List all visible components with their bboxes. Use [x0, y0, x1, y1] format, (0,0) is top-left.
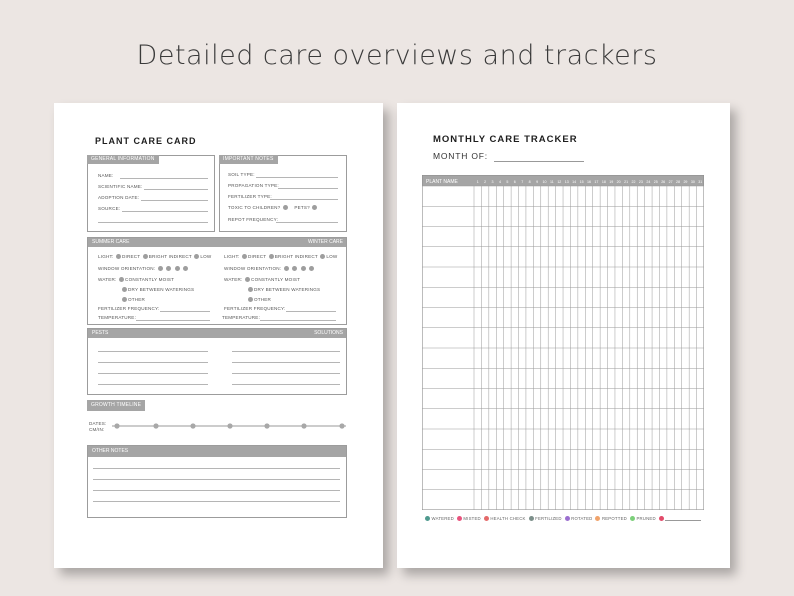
- important-notes-tab: IMPORTANT NOTES: [219, 155, 278, 164]
- season-care-header: [88, 238, 346, 247]
- day-header-21: 21: [624, 179, 629, 184]
- day-header-6: 6: [513, 179, 516, 184]
- pests-box: [87, 328, 347, 395]
- day-header-28: 28: [676, 179, 681, 184]
- page-headline: Detailed care overviews and trackers: [136, 40, 658, 71]
- summer-care-label: SUMMER CARE: [92, 239, 130, 245]
- month-of-line[interactable]: [494, 161, 584, 162]
- summer-window-w-radio[interactable]: [183, 266, 188, 271]
- legend-swatch-icon: [630, 516, 635, 521]
- day-header-20: 20: [616, 179, 621, 184]
- day-header-25: 25: [653, 179, 658, 184]
- day-header-14: 14: [572, 179, 577, 184]
- solutions-label: SOLUTIONS: [314, 330, 343, 336]
- day-header-8: 8: [528, 179, 531, 184]
- winter-water-dry-radio[interactable]: [248, 287, 253, 292]
- summer-window-s-radio[interactable]: [175, 266, 180, 271]
- summer-temperature-label: TEMPERATURE:: [98, 315, 137, 320]
- day-header-11: 11: [550, 179, 554, 184]
- field-propagation-type-label: PROPAGATION TYPE:: [228, 183, 279, 188]
- winter-water-dry-row: DRY BETWEEN WATERINGS: [247, 287, 320, 292]
- day-header-13: 13: [564, 179, 569, 184]
- summer-light-low-radio[interactable]: [194, 254, 199, 259]
- summer-light-row: LIGHT: DIRECT BRIGHT INDIRECT LOW: [98, 254, 212, 259]
- field-soil-type-line[interactable]: [256, 177, 338, 178]
- day-header-22: 22: [631, 179, 636, 184]
- field-repot-frequency-line[interactable]: [276, 222, 338, 223]
- day-header-24: 24: [646, 179, 651, 184]
- important-notes-box: [219, 155, 347, 232]
- legend-custom-line[interactable]: [665, 520, 701, 521]
- winter-light-direct-radio[interactable]: [242, 254, 247, 259]
- field-fertilizer-type-label: FERTILIZER TYPE:: [228, 194, 272, 199]
- winter-water-other-radio[interactable]: [248, 297, 253, 302]
- legend-swatch-icon: [659, 516, 664, 521]
- summer-fertilizer-line[interactable]: [160, 311, 210, 312]
- other-notes-header: [88, 446, 346, 457]
- winter-light-bright-radio[interactable]: [269, 254, 274, 259]
- tracker-legend: [425, 516, 704, 521]
- general-information-tab: GENERAL INFORMATION: [87, 155, 159, 164]
- legend-item: [630, 516, 656, 521]
- field-name-line[interactable]: [120, 178, 208, 179]
- field-scientific-name-line[interactable]: [144, 189, 208, 190]
- notes-line[interactable]: [93, 490, 340, 491]
- winter-window-s-radio[interactable]: [301, 266, 306, 271]
- legend-item: [457, 516, 481, 521]
- winter-temperature-label: TEMPERATURE:: [222, 315, 261, 320]
- day-header-31: 31: [698, 179, 703, 184]
- solutions-line[interactable]: [232, 351, 340, 352]
- pests-line[interactable]: [98, 384, 208, 385]
- summer-water-other-row: OTHER: [121, 297, 145, 302]
- day-header-27: 27: [668, 179, 673, 184]
- field-adoption-date-label: ADOPTION DATE:: [98, 195, 140, 200]
- winter-window-w-radio[interactable]: [309, 266, 314, 271]
- winter-care-label: WINTER CARE: [308, 239, 343, 245]
- summer-temperature-line[interactable]: [136, 320, 210, 321]
- winter-fertilizer-line[interactable]: [286, 311, 336, 312]
- growth-timeline-tab: GROWTH TIMELINE: [87, 400, 145, 411]
- card-title: PLANT CARE CARD: [95, 136, 197, 146]
- toxic-children-checkbox[interactable]: [283, 205, 288, 210]
- day-header-18: 18: [601, 179, 606, 184]
- pests-label: PESTS: [92, 330, 109, 336]
- legend-item: [659, 516, 702, 521]
- season-care-box: [87, 237, 347, 325]
- summer-window-n-radio[interactable]: [158, 266, 163, 271]
- day-header-15: 15: [579, 179, 584, 184]
- legend-item: [565, 516, 593, 521]
- summer-water-moist-radio[interactable]: [119, 277, 124, 282]
- solutions-line[interactable]: [232, 362, 340, 363]
- legend-item: [425, 516, 454, 521]
- day-header-4: 4: [498, 179, 501, 184]
- winter-light-low-radio[interactable]: [320, 254, 325, 259]
- day-header-17: 17: [594, 179, 599, 184]
- solutions-line[interactable]: [232, 373, 340, 374]
- field-extra-line[interactable]: [98, 222, 208, 223]
- day-header-12: 12: [557, 179, 562, 184]
- legend-swatch-icon: [595, 516, 600, 521]
- summer-water-dry-radio[interactable]: [122, 287, 127, 292]
- day-header-2: 2: [484, 179, 487, 184]
- legend-label: REPOTTED: [601, 516, 627, 521]
- solutions-line[interactable]: [232, 384, 340, 385]
- pests-line[interactable]: [98, 362, 208, 363]
- notes-line[interactable]: [93, 468, 340, 469]
- field-name-label: NAME:: [98, 173, 114, 178]
- legend-label: MISTED: [463, 516, 481, 521]
- winter-light-row: LIGHT: DIRECT BRIGHT INDIRECT LOW: [224, 254, 338, 259]
- general-information-box: [87, 155, 215, 232]
- day-header-16: 16: [587, 179, 591, 184]
- notes-line[interactable]: [93, 479, 340, 480]
- legend-item: [529, 516, 562, 521]
- growth-cm-label: CM/IN:: [89, 427, 105, 432]
- winter-fertilizer-label: FERTILIZER FREQUENCY:: [224, 306, 286, 311]
- summer-light-direct-radio[interactable]: [116, 254, 121, 259]
- legend-swatch-icon: [529, 516, 534, 521]
- growth-timeline-line: [112, 421, 348, 431]
- summer-fertilizer-label: FERTILIZER FREQUENCY:: [98, 306, 160, 311]
- summer-water-dry-row: DRY BETWEEN WATERINGS: [121, 287, 194, 292]
- tracker-title: MONTHLY CARE TRACKER: [433, 134, 578, 145]
- summer-water-row: WATER: CONSTANTLY MOIST: [98, 277, 175, 282]
- toxic-pets-label: PETS?: [294, 205, 310, 210]
- field-adoption-date-line[interactable]: [141, 200, 208, 201]
- plant-care-card-sheet: [54, 103, 383, 568]
- legend-swatch-icon: [484, 516, 489, 521]
- pests-line[interactable]: [98, 373, 208, 374]
- plant-name-header: PLANT NAME: [426, 179, 458, 185]
- other-notes-box: [87, 445, 347, 518]
- toxic-children-label: TOXIC TO CHILDREN?: [228, 205, 281, 210]
- legend-label: WATERED: [431, 516, 454, 521]
- day-header-29: 29: [683, 179, 688, 184]
- monthly-care-tracker-sheet: [397, 103, 730, 568]
- day-header-5: 5: [506, 179, 509, 184]
- legend-item: [595, 516, 627, 521]
- tracker-grid[interactable]: [422, 175, 704, 510]
- summer-light-bright-radio[interactable]: [143, 254, 148, 259]
- field-toxic-label: [228, 205, 318, 210]
- growth-dates-label: DATES:: [89, 421, 107, 426]
- pests-header: [88, 329, 346, 338]
- legend-item: [484, 516, 526, 521]
- winter-temperature-line[interactable]: [260, 320, 336, 321]
- day-header-23: 23: [638, 179, 643, 184]
- summer-water-other-radio[interactable]: [122, 297, 127, 302]
- toxic-pets-checkbox[interactable]: [312, 205, 317, 210]
- day-header-3: 3: [491, 179, 494, 184]
- legend-swatch-icon: [457, 516, 462, 521]
- day-header-19: 19: [609, 179, 614, 184]
- notes-line[interactable]: [93, 501, 340, 502]
- winter-water-other-row: OTHER: [247, 297, 271, 302]
- summer-window-row: WINDOW ORIENTATION:: [98, 266, 189, 271]
- legend-label: PRUNED: [636, 516, 656, 521]
- legend-swatch-icon: [565, 516, 570, 521]
- field-scientific-name-label: SCIENTIFIC NAME:: [98, 184, 143, 189]
- day-header-30: 30: [690, 179, 695, 184]
- field-repot-frequency-label: REPOT FREQUENCY:: [228, 217, 279, 222]
- pests-line[interactable]: [98, 351, 208, 352]
- field-fertilizer-type-line[interactable]: [270, 199, 338, 200]
- month-of-label: MONTH OF:: [433, 151, 488, 161]
- legend-label: ROTATED: [571, 516, 593, 521]
- field-source-line[interactable]: [122, 211, 208, 212]
- legend-swatch-icon: [425, 516, 430, 521]
- day-header-10: 10: [542, 179, 547, 184]
- legend-label: HEALTH CHECK: [490, 516, 526, 521]
- winter-water-moist-radio[interactable]: [245, 277, 250, 282]
- summer-window-e-radio[interactable]: [166, 266, 171, 271]
- legend-label: FERTILIZED: [535, 516, 562, 521]
- other-notes-label: OTHER NOTES: [92, 448, 129, 454]
- winter-window-row: WINDOW ORIENTATION:: [224, 266, 315, 271]
- field-propagation-type-line[interactable]: [278, 188, 338, 189]
- winter-window-e-radio[interactable]: [292, 266, 297, 271]
- day-header-9: 9: [536, 179, 539, 184]
- day-header-26: 26: [661, 179, 666, 184]
- field-source-label: SOURCE:: [98, 206, 121, 211]
- day-header-7: 7: [521, 179, 524, 184]
- winter-window-n-radio[interactable]: [284, 266, 289, 271]
- field-soil-type-label: SOIL TYPE:: [228, 172, 255, 177]
- winter-water-row: WATER: CONSTANTLY MOIST: [224, 277, 301, 282]
- day-header-1: 1: [476, 179, 479, 184]
